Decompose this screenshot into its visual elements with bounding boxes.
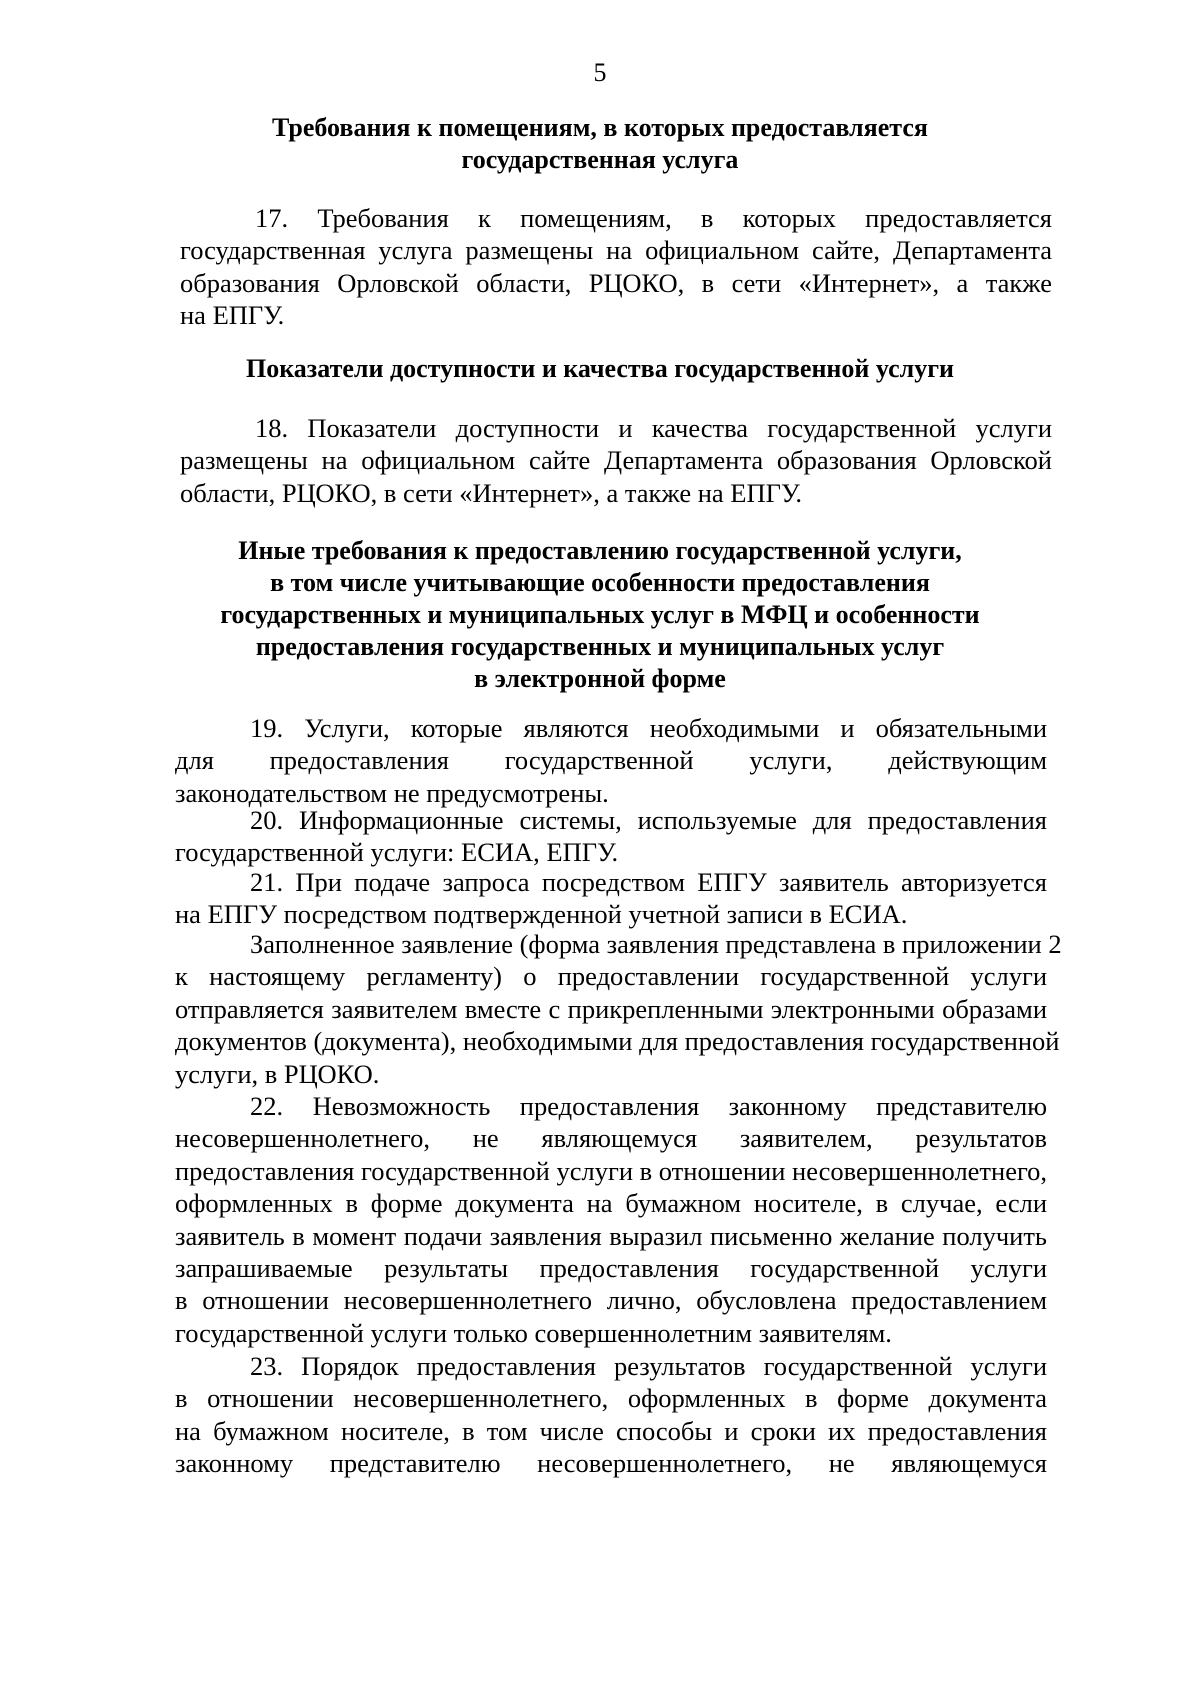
heading-line: Показатели доступности и качества государственной услуги: [245, 354, 955, 383]
heading-line: Требования к помещениям, в которых предоставляется: [272, 113, 928, 142]
text-line: на бумажном носителе, в том числе способы и сроки их предоставления: [175, 1415, 1047, 1446]
text-line: к настоящему регламенту) о предоставлении государственной услуги: [175, 961, 1047, 992]
paragraph-23: [175, 1350, 1047, 1480]
heading-line: Иные требования к предоставлению государственной услуги,: [238, 536, 962, 565]
text-line: государственной услуги только совершеннолетним заявителям.: [175, 1317, 892, 1348]
text-line: предоставления государственной услуги в отношении несовершеннолетнего,: [175, 1155, 1048, 1186]
text-line: законному представителю несовершеннолетнего, не являющемуся: [175, 1448, 1047, 1479]
text-line: запрашиваемые результаты предоставления государственной услуги: [175, 1253, 1047, 1284]
paragraph-18: [180, 412, 1052, 509]
heading-line: в электронной форме: [474, 664, 726, 693]
paragraph-22: [175, 1090, 1047, 1349]
text-line: 22. Невозможность предоставления законному представителю: [250, 1091, 1047, 1121]
text-line: 17. Требования к помещениям, в которых предоставляется: [255, 203, 1052, 233]
text-line: для предоставления государственной услуги, действующим: [175, 745, 1047, 776]
text-line: государственной услуги: ЕСИА, ЕПГУ.: [175, 837, 619, 868]
text-line: несовершеннолетнего, не являющемуся заявителем, результатов: [175, 1123, 1047, 1154]
heading-line: в том числе учитывающие особенности предоставления: [270, 568, 930, 597]
text-line: государственная услуга размещены на официальном сайте, Департамента: [180, 235, 1052, 266]
heading-line: предоставления государственных и муниципальных услуг: [255, 632, 945, 661]
text-line: размещены на официальном сайте Департамента образования Орловской: [180, 445, 1052, 476]
section-heading-premises: [150, 112, 1050, 176]
text-line: 20. Информационные системы, используемые для предоставления: [250, 805, 1047, 835]
text-line: 21. При подаче запроса посредством ЕПГУ заявитель авторизуется: [250, 867, 1047, 897]
paragraph-17: [180, 202, 1052, 332]
heading-line: государственная услуга: [461, 145, 739, 174]
section-heading-accessibility: [150, 353, 1050, 385]
text-line: области, РЦОКО, в сети «Интернет», а также на ЕПГУ.: [180, 477, 803, 508]
text-line: Заполненное заявление (форма заявления представлена в приложении 2: [250, 929, 1062, 959]
text-line: оформленных в форме документа на бумажном носителе, в случае, если: [175, 1188, 1047, 1219]
paragraph-21: [175, 866, 1047, 931]
paragraph-21-application: [175, 928, 1062, 1090]
text-line: образования Орловской области, РЦОКО, в сети «Интернет», а также: [180, 267, 1052, 298]
text-line: услуги, в РЦОКО.: [175, 1058, 380, 1089]
paragraph-20: [175, 804, 1047, 869]
text-line: 19. Услуги, которые являются необходимыми и обязательными: [250, 713, 1047, 743]
text-line: законодательством не предусмотрены.: [175, 777, 609, 808]
text-line: на ЕПГУ.: [180, 300, 285, 331]
text-line: в отношении несовершеннолетнего лично, обусловлена предоставлением: [175, 1285, 1047, 1316]
page-number: 5: [593, 58, 607, 87]
text-line: 23. Порядок предоставления результатов государственной услуги: [250, 1351, 1047, 1381]
section-heading-other-requirements: [150, 535, 1050, 695]
text-line: документов (документа), необходимыми для предоставления государственной: [175, 1026, 1060, 1057]
text-line: заявитель в момент подачи заявления выразил письменно желание получить: [175, 1220, 1047, 1251]
text-line: на ЕПГУ посредством подтвержденной учетной записи в ЕСИА.: [175, 899, 908, 930]
heading-line: государственных и муниципальных услуг в МФЦ и особенности: [220, 600, 980, 629]
text-line: отправляется заявителем вместе с прикрепленными электронными образами: [175, 993, 1047, 1024]
text-line: 18. Показатели доступности и качества государственной услуги: [255, 413, 1052, 443]
text-line: в отношении несовершеннолетнего, оформленных в форме документа: [175, 1383, 1047, 1414]
paragraph-19: [175, 712, 1047, 809]
